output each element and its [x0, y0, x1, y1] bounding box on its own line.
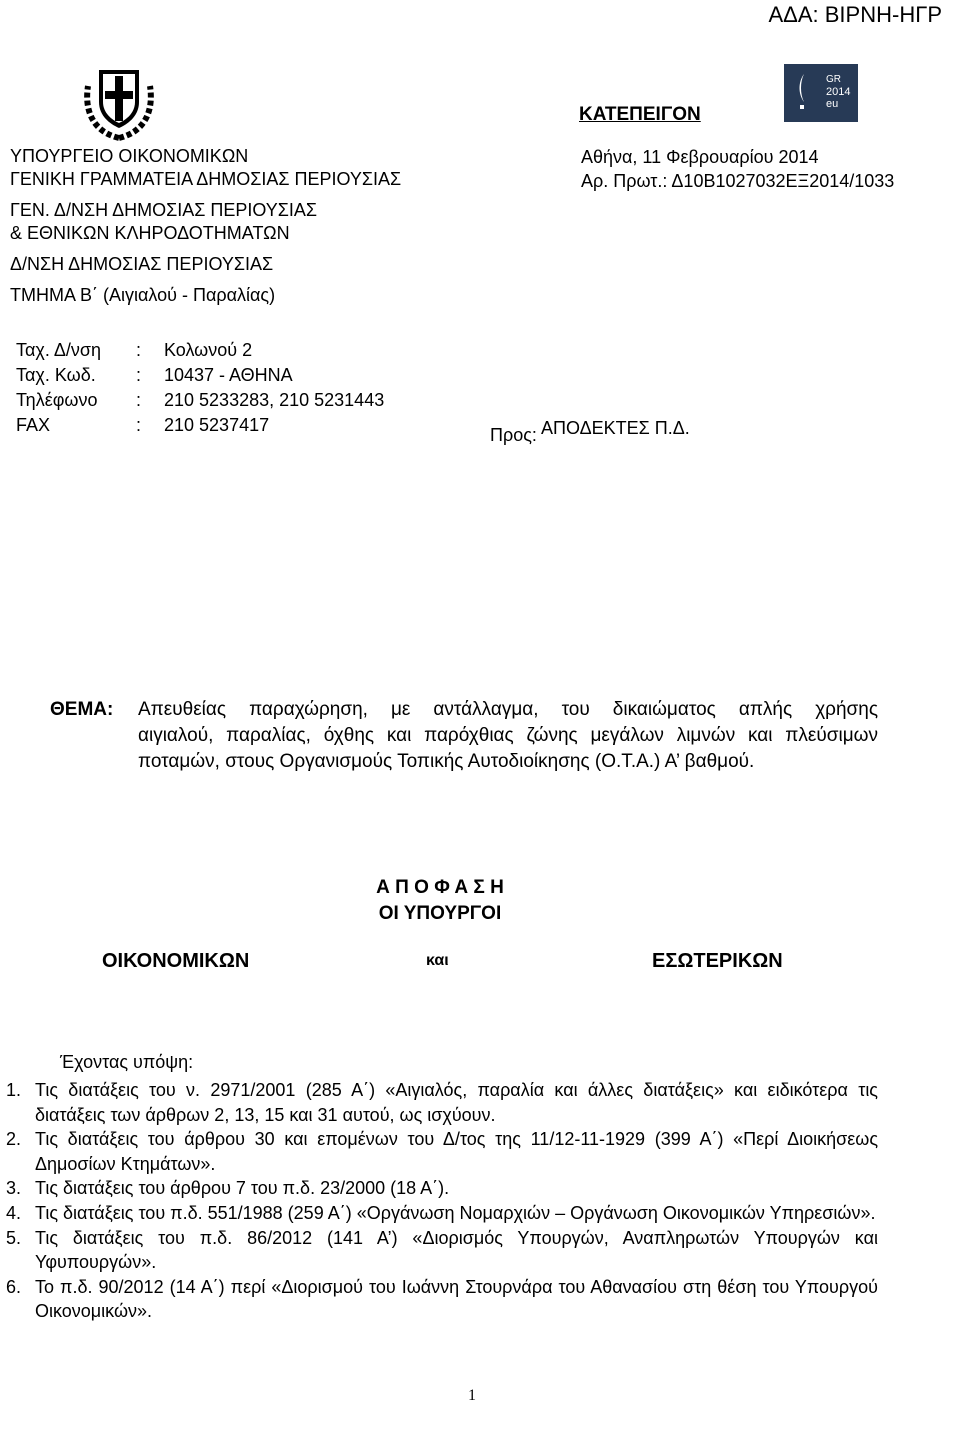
item-text: Τις διατάξεις του άρθρου 30 και επομένων του Δ/τος της 11/12-11-1929 (399 Α΄) «Περί Διοικήσεως Δημοσίων Κτημάτων».	[35, 1129, 878, 1174]
logo-text-eu: eu	[826, 98, 839, 110]
subject-line-rest: αιγιαλού, παραλίας, όχθης και παρόχθιας ζώνης μεγάλων λιμνών και πλεύσιμων ποταμών, στους Οργανισμούς Τοπικής Αυτοδιοίκησης (Ο.Τ.Α.) Α’ βαθμού.	[138, 725, 878, 772]
list-item	[6, 1176, 878, 1201]
contact-row	[16, 338, 384, 363]
item-number: 1.	[6, 1080, 22, 1100]
sender-header	[10, 145, 401, 307]
item-number: 5.	[6, 1227, 22, 1248]
page-number: 1	[468, 1387, 476, 1404]
urgency-label: ΚΑΤΕΠΕΙΓΟΝ	[579, 104, 701, 125]
item-text: Το π.δ. 90/2012 (14 Α΄) περί «Διορισμού του Ιωάννη Στουρνάρα του Αθανασίου στη θέση του Υπουργού Οικονομικών».	[35, 1276, 878, 1322]
subject-block	[50, 697, 878, 775]
ministries-and: και	[426, 952, 449, 969]
greek-coat-of-arms-icon	[80, 60, 158, 142]
contact-value: Κολωνού 2	[164, 340, 253, 360]
contact-details	[16, 338, 384, 438]
list-item	[6, 1275, 878, 1324]
general-directorate-line-1: ΓΕΝ. Δ/ΝΣΗ ΔΗΜΟΣΙΑΣ ΠΕΡΙΟΥΣΙΑΣ	[10, 200, 318, 220]
contact-value: 10437 - ΑΘΗΝΑ	[164, 365, 293, 385]
list-item	[6, 1078, 878, 1127]
contact-value: 210 5237417	[164, 415, 270, 435]
contact-label: Ταχ. Κωδ.	[16, 365, 96, 385]
item-text: Τις διατάξεις του άρθρου 7 του π.δ. 23/2000 (18 Α΄).	[35, 1178, 450, 1199]
decision-title: Α Π Ο Φ Α Σ Η	[376, 877, 504, 898]
logo-text-year: 2014	[826, 86, 851, 98]
contact-separator: :	[136, 340, 142, 360]
protocol-number: Αρ. Πρωτ.: Δ10Β1027032ΕΞ2014/1033	[581, 171, 895, 191]
ministry-interior: ΕΣΩΤΕΡΙΚΩΝ	[652, 950, 783, 972]
directorate-name: Δ/ΝΣΗ ΔΗΜΟΣΙΑΣ ΠΕΡΙΟΥΣΙΑΣ	[10, 254, 274, 274]
item-number: 3.	[6, 1178, 22, 1199]
subject-label: ΘΕΜΑ:	[50, 699, 114, 720]
ministry-finance: ΟΙΚΟΝΟΜΙΚΩΝ	[102, 950, 250, 972]
item-text: Τις διατάξεις του ν. 2971/2001 (285 Α΄) «Αιγιαλός, παραλία και άλλες διατάξεις» και ειδικότερα τις διατάξεις των άρθρων 2, 13, 15 και 31 αυτού, ως ισχύουν.	[35, 1080, 878, 1125]
contact-label: Τηλέφωνο	[16, 390, 98, 410]
contact-row	[16, 413, 384, 438]
list-item	[6, 1127, 878, 1176]
recipient-value: ΑΠΟΔΕΚΤΕΣ Π.Δ.	[540, 418, 690, 438]
contact-label: FAX	[16, 415, 51, 435]
general-secretariat: ΓΕΝΙΚΗ ΓΡΑΜΜΑΤΕΙΑ ΔΗΜΟΣΙΑΣ ΠΕΡΙΟΥΣΙΑΣ	[10, 169, 402, 189]
contact-separator: :	[136, 365, 142, 385]
dateline	[581, 145, 894, 193]
list-item	[6, 1226, 878, 1275]
item-number: 2.	[6, 1129, 22, 1150]
gr2014-eu-presidency-logo	[784, 64, 858, 122]
subject-text	[138, 697, 878, 775]
general-directorate-line-2: & ΕΘΝΙΚΩΝ ΚΛΗΡΟΔΟΤΗΜΑΤΩΝ	[10, 223, 290, 243]
document-date: Αθήνα, 11 Φεβρουαρίου 2014	[581, 147, 819, 167]
item-text: Τις διατάξεις του π.δ. 86/2012 (141 Α’) «Διορισμός Υπουργών, Αναπληρωτών Υπουργών και Υφυπουργών».	[35, 1227, 878, 1273]
contact-row	[16, 363, 384, 388]
contact-label: Ταχ. Δ/νση	[16, 340, 102, 360]
contact-row	[16, 388, 384, 413]
department-name: ΤΜΗΜΑ Β΄ (Αιγιαλού - Παραλίας)	[10, 285, 276, 305]
item-number: 6.	[6, 1276, 22, 1297]
logo-text-gr: GR	[826, 74, 841, 85]
decision-subtitle: ΟΙ ΥΠΟΥΡΓΟΙ	[378, 903, 502, 924]
subject-line-1: Απευθείας παραχώρηση, με αντάλλαγμα, του δικαιώματος απλής χρήσης	[138, 699, 878, 720]
recipient-label: Προς:	[490, 425, 537, 445]
recipient	[490, 418, 690, 445]
item-number: 4.	[6, 1202, 22, 1223]
ministry-name: ΥΠΟΥΡΓΕΙΟ ΟΙΚΟΝΟΜΙΚΩΝ	[10, 146, 249, 166]
contact-separator: :	[136, 415, 142, 435]
considerations-list	[6, 1078, 878, 1324]
list-item	[6, 1201, 878, 1226]
contact-value: 210 5233283, 210 5231443	[164, 390, 385, 410]
decision-heading	[0, 875, 880, 927]
item-text: Τις διατάξεις του π.δ. 551/1988 (259 Α΄) «Οργάνωση Νομαρχιών – Οργάνωση Οικονομικών Υπηρεσιών».	[35, 1202, 876, 1223]
ada-code: ΑΔΑ: ΒΙΡΝΗ-ΗΓΡ	[768, 2, 942, 27]
considering-heading: Έχοντας υπόψη:	[60, 1052, 194, 1072]
contact-separator: :	[136, 390, 142, 410]
